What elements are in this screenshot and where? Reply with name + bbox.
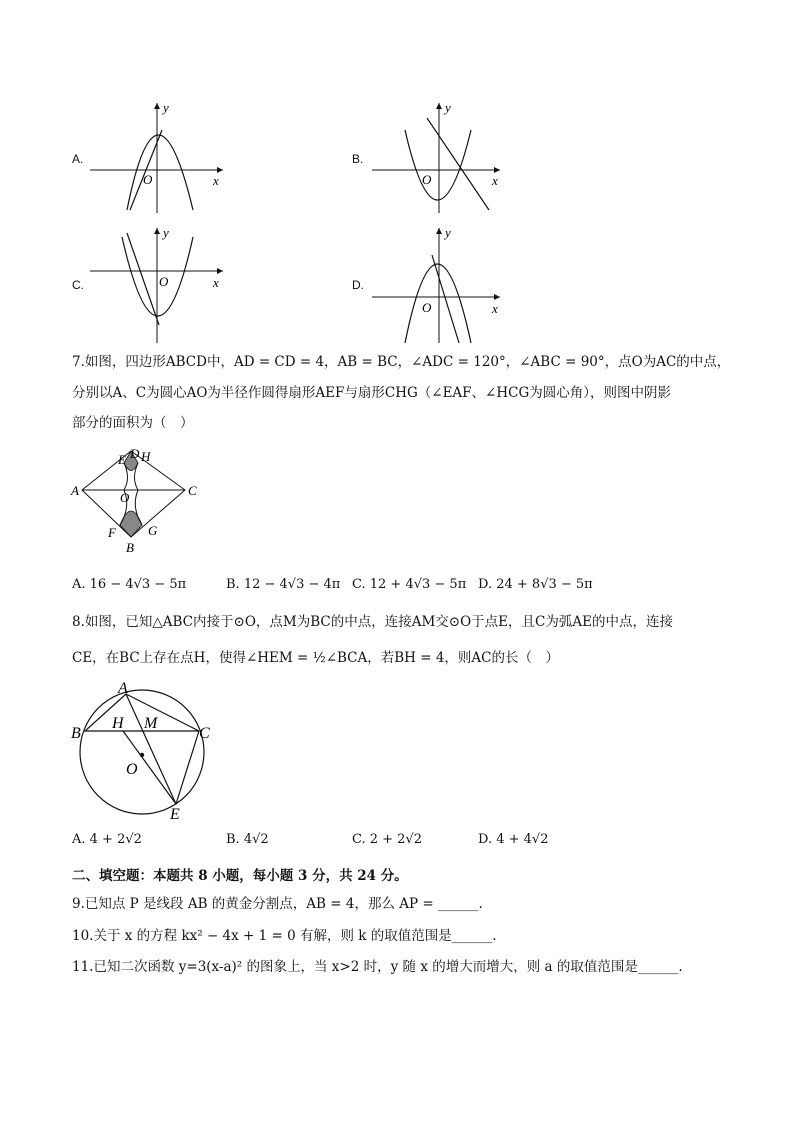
q8-line2: CE，在BC上存在点H，使得∠HEM = ½∠BCA，若BH = 4，则AC的长（ ） — [72, 650, 560, 666]
line — [427, 118, 489, 210]
option-c-label: C. — [72, 278, 84, 292]
x-axis-label: x — [492, 173, 498, 188]
q9-text: 9.已知点 P 是线段 AB 的黄金分割点，AB = 4，那么 AP = ______. — [72, 896, 483, 912]
q7-option-b: B. 12 − 4√3 − 4π — [226, 577, 341, 592]
triangle-abc — [85, 694, 199, 731]
label-m: M — [144, 715, 158, 732]
q8-line1: 8.如图，已知△ABC内接于⊙O，点M为BC的中点，连接AM交⊙O于点E，且C为弧AE的中点，连接 — [72, 614, 673, 630]
q7-option-d: D. 24 + 8√3 − 5π — [478, 577, 593, 592]
label-o: O — [126, 761, 138, 778]
q7-option-c: C. 12 + 4√3 − 5π — [352, 577, 467, 592]
graph-option-c — [85, 225, 235, 345]
parabola — [127, 135, 193, 210]
label-b: B — [71, 725, 81, 742]
parabola — [405, 130, 471, 200]
origin-label: O — [143, 172, 153, 187]
q7-line3: 部分的面积为（ ） — [72, 415, 194, 431]
graph-option-b — [367, 100, 517, 215]
q7-line2: 分别以A、C为圆心AO为半径作圆得扇形AEF与扇形CHG（∠EAF、∠HCG为圆心角），则图中阴影 — [72, 385, 671, 401]
q11-text: 11.已知二次函数 y=3(x-a)² 的图象上，当 x>2 时，y 随 x 的增大而增大，则 a 的取值范围是______. — [72, 959, 683, 975]
q8-option-a: A. 4 + 2√2 — [72, 832, 142, 847]
graph-option-a — [85, 100, 235, 215]
segment-ae — [126, 694, 176, 804]
q7-option-a: A. 16 − 4√3 − 5π — [72, 577, 187, 592]
label-a: A — [118, 680, 128, 697]
q8-option-c: C. 2 + 2√2 — [352, 832, 423, 847]
label-h: H — [141, 449, 151, 464]
y-axis-label: y — [445, 100, 451, 115]
q8-figure — [68, 680, 228, 822]
q7-figure — [68, 445, 208, 557]
shaded-region-bottom — [120, 511, 142, 537]
label-e: E — [118, 452, 126, 467]
option-a-label: A. — [72, 152, 84, 166]
y-axis-label: y — [445, 225, 451, 240]
q8-option-b: B. 4√2 — [226, 832, 269, 847]
y-axis-label: y — [163, 225, 169, 240]
x-axis-label: x — [492, 301, 498, 316]
q10-text: 10.关于 x 的方程 kx² − 4x + 1 = 0 有解，则 k 的取值范围是______. — [72, 928, 497, 944]
origin-label: O — [159, 274, 169, 289]
line — [127, 233, 159, 325]
label-g: G — [148, 523, 158, 538]
label-h: H — [112, 715, 124, 732]
label-d: D — [130, 446, 140, 461]
q7-line1: 7.如图，四边形ABCD中，AD = CD = 4，AB = BC，∠ADC = 120°，∠ABC = 90°，点O为AC的中点， — [72, 354, 731, 370]
segment-ce — [176, 731, 199, 804]
graph-option-d — [367, 225, 517, 345]
section-2-title: 二、填空题：本题共 8 小题，每小题 3 分，共 24 分。 — [72, 868, 408, 884]
label-o: O — [120, 490, 130, 505]
label-a: A — [71, 483, 79, 498]
y-axis-label: y — [163, 100, 169, 115]
label-b: B — [126, 540, 134, 555]
label-c: C — [199, 725, 210, 742]
x-axis-label: x — [213, 173, 219, 188]
origin-label: O — [422, 172, 432, 187]
option-d-label: D. — [352, 278, 364, 292]
circle-o — [80, 690, 204, 814]
q8-option-d: D. 4 + 4√2 — [478, 832, 549, 847]
x-axis-label: x — [213, 275, 219, 290]
origin-label: O — [422, 300, 432, 315]
label-e: E — [170, 806, 180, 822]
label-c: C — [188, 483, 197, 498]
center-point-o — [140, 753, 144, 757]
label-f: F — [108, 525, 116, 540]
option-b-label: B. — [352, 152, 364, 166]
